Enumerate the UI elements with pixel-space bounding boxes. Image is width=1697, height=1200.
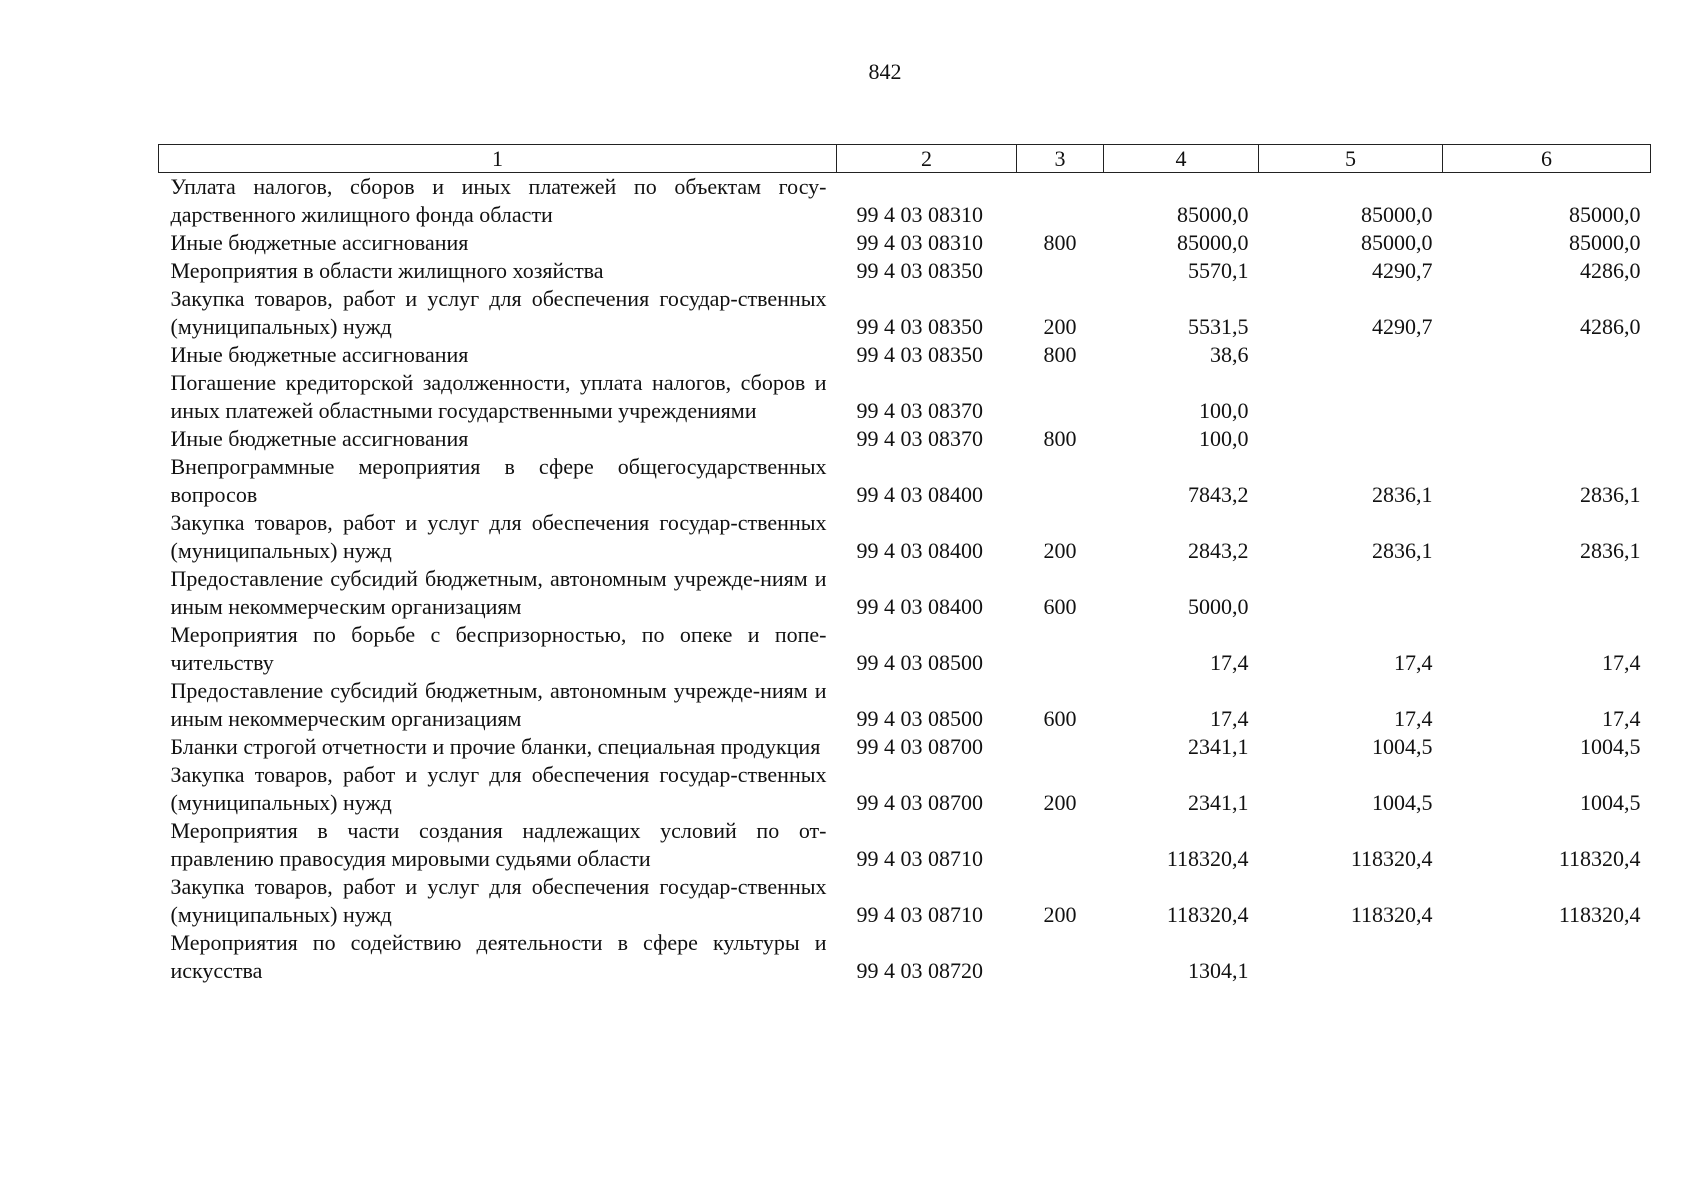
row-code-cell: 99 4 03 08350 <box>856 258 983 283</box>
row-name-cell: Мероприятия по содействию деятельности в сфере культуры и искусства <box>170 930 827 983</box>
row-name-cell: Закупка товаров, работ и услуг для обеспечения государ-ственных (муниципальных) нужд <box>170 762 827 815</box>
row-value-col4: 5570,1 <box>1188 258 1249 283</box>
row-value-col4: 2341,1 <box>1188 790 1249 815</box>
row-name-cell: Мероприятия в части создания надлежащих условий по от-правлению правосудия мировыми судьями области <box>170 818 827 871</box>
row-name-cell: Мероприятия в области жилищного хозяйства <box>170 258 604 283</box>
row-type-cell: 800 <box>1043 230 1077 255</box>
row-type-cell <box>1017 817 1104 873</box>
row-value-col4: 100,0 <box>1199 398 1249 423</box>
column-header-5: 5 <box>1259 145 1443 173</box>
row-value-col6: 1004,5 <box>1580 734 1641 759</box>
row-name-cell: Бланки строгой отчетности и прочие бланки, специальная продукция <box>170 734 821 759</box>
row-name-cell: Иные бюджетные ассигнования <box>170 426 469 451</box>
row-value-col5: 4290,7 <box>1372 258 1433 283</box>
row-value-col5: 118320,4 <box>1350 846 1433 871</box>
row-value-col6: 17,4 <box>1602 706 1641 731</box>
row-value-col5: 1004,5 <box>1372 734 1433 759</box>
row-type-cell: 600 <box>1043 706 1077 731</box>
row-value-col6 <box>1443 341 1651 369</box>
row-value-col6 <box>1443 565 1651 621</box>
row-code-cell: 99 4 03 08370 <box>856 398 983 423</box>
table-row <box>159 453 1651 509</box>
row-value-col6: 4286,0 <box>1580 314 1641 339</box>
row-value-col4: 17,4 <box>1210 650 1249 675</box>
row-value-col4: 1304,1 <box>1188 958 1249 983</box>
row-type-cell: 200 <box>1043 790 1077 815</box>
row-value-col4: 38,6 <box>1210 342 1249 367</box>
row-value-col5: 2836,1 <box>1372 482 1433 507</box>
table-row <box>159 733 1651 761</box>
row-value-col5: 17,4 <box>1394 650 1433 675</box>
table-row <box>159 509 1651 565</box>
table-row <box>159 285 1651 341</box>
row-value-col5 <box>1259 929 1443 985</box>
row-value-col6: 17,4 <box>1602 650 1641 675</box>
row-value-col6: 1004,5 <box>1580 790 1641 815</box>
row-value-col4: 2843,2 <box>1188 538 1249 563</box>
row-type-cell <box>1017 257 1104 285</box>
row-code-cell: 99 4 03 08350 <box>856 314 983 339</box>
row-code-cell: 99 4 03 08710 <box>856 846 983 871</box>
column-header-3: 3 <box>1017 145 1104 173</box>
row-code-cell: 99 4 03 08370 <box>856 426 983 451</box>
row-value-col5: 85000,0 <box>1361 202 1433 227</box>
table-row <box>159 229 1651 257</box>
budget-table <box>158 144 1651 985</box>
row-value-col6: 2836,1 <box>1580 538 1641 563</box>
row-type-cell <box>1017 453 1104 509</box>
row-name-cell: Предоставление субсидий бюджетным, автономным учрежде-ниям и иным некоммерческим организациям <box>170 566 827 619</box>
row-type-cell: 600 <box>1043 594 1077 619</box>
row-type-cell <box>1017 369 1104 425</box>
row-value-col5: 17,4 <box>1394 706 1433 731</box>
row-value-col6: 2836,1 <box>1580 482 1641 507</box>
table-row <box>159 761 1651 817</box>
row-value-col4: 100,0 <box>1199 426 1249 451</box>
column-header-6: 6 <box>1443 145 1651 173</box>
row-code-cell: 99 4 03 08710 <box>856 902 983 927</box>
row-value-col5 <box>1259 341 1443 369</box>
row-value-col6: 85000,0 <box>1569 230 1641 255</box>
row-value-col4: 118320,4 <box>1166 846 1249 871</box>
row-code-cell: 99 4 03 08500 <box>856 706 983 731</box>
row-code-cell: 99 4 03 08400 <box>856 538 983 563</box>
table-row <box>159 565 1651 621</box>
table-body <box>159 173 1651 986</box>
row-value-col5: 118320,4 <box>1350 902 1433 927</box>
row-value-col6 <box>1443 369 1651 425</box>
row-name-cell: Предоставление субсидий бюджетным, автономным учрежде-ниям и иным некоммерческим организациям <box>170 678 827 731</box>
row-value-col6 <box>1443 929 1651 985</box>
row-code-cell: 99 4 03 08700 <box>856 734 983 759</box>
row-type-cell <box>1017 929 1104 985</box>
table-row <box>159 817 1651 873</box>
row-value-col5: 85000,0 <box>1361 230 1433 255</box>
row-code-cell: 99 4 03 08310 <box>856 230 983 255</box>
page-number: 842 <box>868 59 902 84</box>
row-value-col5 <box>1259 425 1443 453</box>
row-name-cell: Закупка товаров, работ и услуг для обеспечения государ-ственных (муниципальных) нужд <box>170 286 827 339</box>
row-type-cell: 200 <box>1043 902 1077 927</box>
row-type-cell: 800 <box>1043 426 1077 451</box>
column-header-1: 1 <box>159 145 837 173</box>
row-type-cell <box>1017 173 1104 230</box>
row-value-col5: 4290,7 <box>1372 314 1433 339</box>
table-row <box>159 369 1651 425</box>
row-type-cell: 200 <box>1043 538 1077 563</box>
row-name-cell: Иные бюджетные ассигнования <box>170 342 469 367</box>
row-value-col5 <box>1259 565 1443 621</box>
column-header-4: 4 <box>1104 145 1259 173</box>
row-name-cell: Погашение кредиторской задолженности, уплата налогов, сборов и иных платежей областными государственными учреждениями <box>170 370 827 423</box>
row-value-col6: 4286,0 <box>1580 258 1641 283</box>
row-name-cell: Закупка товаров, работ и услуг для обеспечения государ-ственных (муниципальных) нужд <box>170 874 827 927</box>
table-row <box>159 257 1651 285</box>
row-value-col4: 85000,0 <box>1177 202 1249 227</box>
row-name-cell: Внепрограммные мероприятия в сфере общегосударственных вопросов <box>170 454 827 507</box>
row-name-cell: Уплата налогов, сборов и иных платежей по объектам госу-дарственного жилищного фонда области <box>170 174 827 227</box>
row-value-col5 <box>1259 369 1443 425</box>
row-value-col5: 1004,5 <box>1372 790 1433 815</box>
row-name-cell: Иные бюджетные ассигнования <box>170 230 469 255</box>
row-value-col6: 118320,4 <box>1558 902 1641 927</box>
row-value-col4: 85000,0 <box>1177 230 1249 255</box>
row-value-col4: 17,4 <box>1210 706 1249 731</box>
row-code-cell: 99 4 03 08350 <box>856 342 983 367</box>
header-row <box>159 145 1651 173</box>
row-code-cell: 99 4 03 08700 <box>856 790 983 815</box>
row-value-col4: 5000,0 <box>1188 594 1249 619</box>
row-name-cell: Мероприятия по борьбе с беспризорностью, по опеке и попе-чительству <box>170 622 827 675</box>
row-value-col4: 7843,2 <box>1188 482 1249 507</box>
row-name-cell: Закупка товаров, работ и услуг для обеспечения государ-ственных (муниципальных) нужд <box>170 510 827 563</box>
table-row <box>159 677 1651 733</box>
table-row <box>159 621 1651 677</box>
row-value-col5: 2836,1 <box>1372 538 1433 563</box>
column-header-2: 2 <box>837 145 1017 173</box>
table-row <box>159 173 1651 230</box>
row-type-cell: 800 <box>1043 342 1077 367</box>
row-value-col6: 118320,4 <box>1558 846 1641 871</box>
row-type-cell <box>1017 733 1104 761</box>
row-value-col6: 85000,0 <box>1569 202 1641 227</box>
row-code-cell: 99 4 03 08720 <box>856 958 983 983</box>
row-type-cell <box>1017 621 1104 677</box>
table-row <box>159 341 1651 369</box>
row-type-cell: 200 <box>1043 314 1077 339</box>
table-row <box>159 873 1651 929</box>
row-value-col4: 2341,1 <box>1188 734 1249 759</box>
table-row <box>159 929 1651 985</box>
row-value-col4: 5531,5 <box>1188 314 1249 339</box>
row-value-col4: 118320,4 <box>1166 902 1249 927</box>
row-code-cell: 99 4 03 08310 <box>856 202 983 227</box>
row-value-col6 <box>1443 425 1651 453</box>
table-row <box>159 425 1651 453</box>
row-code-cell: 99 4 03 08400 <box>856 482 983 507</box>
row-code-cell: 99 4 03 08500 <box>856 650 983 675</box>
row-code-cell: 99 4 03 08400 <box>856 594 983 619</box>
